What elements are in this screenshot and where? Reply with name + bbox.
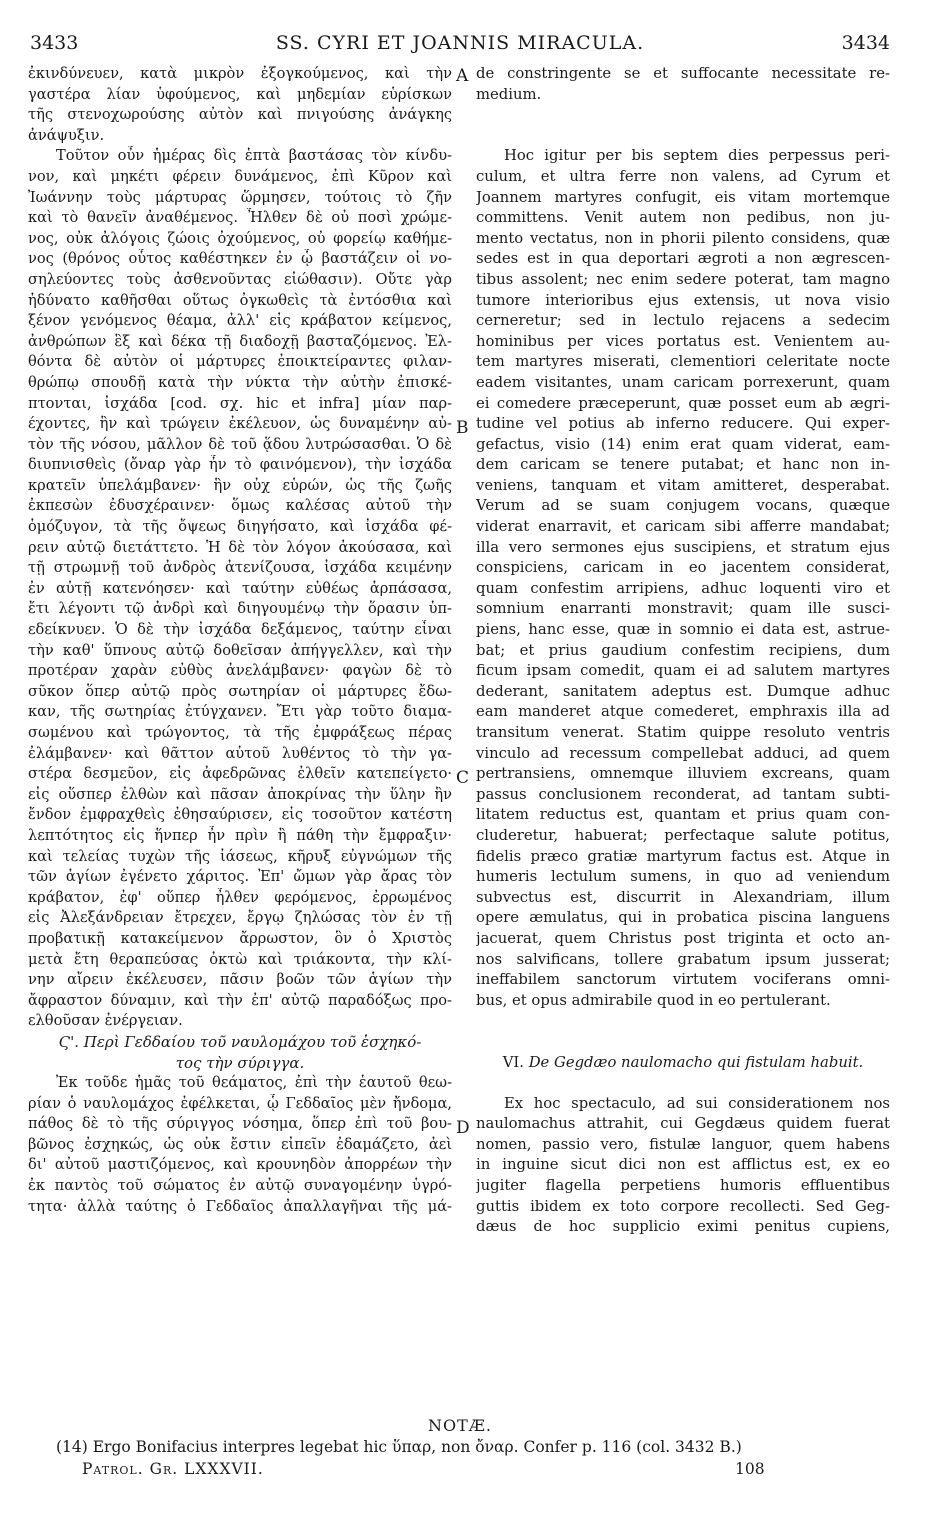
latin-text-line: piens, hanc esse, quæ in somnio ei data est, astrue- (476, 621, 890, 639)
latin-text-line: dem caricam se tenere putabat; et hanc non in- (476, 456, 890, 474)
latin-text-line: dederant, sanitatem adeptus est. Dumque adhuc (476, 682, 890, 700)
greek-text-line: Ἰωάννην τοὺς μάρτυρας ὥρμησεν, τούτοις τὸ ζῆν (28, 188, 452, 206)
greek-text-line: δι' αὐτοῦ μαστιζόμενος, καὶ κρουνηδὸν ἀπορρέων τὴν (28, 1156, 452, 1174)
latin-text-line: passus conclusionem reconderat, ad tantam subti- (476, 785, 890, 803)
margin-marker-a: A (456, 66, 469, 86)
notes-title: NOTÆ. (428, 1416, 492, 1435)
greek-text-line: τὸν τῆς νόσου, μᾶλλον δὲ τοῦ ᾅδου λυτρώσασθαι. Ὁ δὲ (28, 435, 452, 453)
greek-text-line: εἰς οὕσπερ ἐλθὼν καὶ πᾶσαν ἀποκρίνας τὴν ὕλην ἣν (28, 785, 452, 803)
latin-text-line: eadem visitantes, unam caricam porrexerunt, quam (476, 373, 890, 391)
greek-text-line: σῦκον ὅπερ αὐτῷ πρὸς σωτηρίαν οἱ μάρτυρες ἔδω- (28, 682, 452, 700)
latin-text-line: quam confestim arripiens, adhuc loquenti viro et (476, 579, 890, 597)
greek-text-line: νον, καὶ μηκέτι φέρειν δυνάμενος, ἐπὶ Κῦρον καὶ (28, 167, 452, 185)
page-header (30, 32, 890, 62)
greek-text-line: εἰς Ἀλεξάνδρειαν ἔτρεχεν, ἔργῳ ζηλώσας τὸν ἐν τῇ (28, 909, 452, 927)
footnotes (30, 1416, 890, 1482)
latin-text-line: medium. (476, 85, 542, 103)
latin-text-line: tumore interioribus ejus extensis, ut nova visio (476, 291, 890, 309)
spacer (476, 126, 890, 147)
latin-text-line: jacuerat, quem Christus post triginta et octo an- (476, 929, 890, 947)
latin-text-line: cerneretur; sed in lectulo rejacens a sedecim (476, 312, 890, 330)
greek-text-line: διυπνισθεὶς (ὄναρ γὰρ ἦν τὸ φαινόμενον), τὴν ἰσχάδα (28, 456, 452, 474)
greek-text-line: ἐκινδύνευεν, κατὰ μικρὸν ἐξογκούμενος, καὶ τὴν (28, 65, 452, 82)
greek-text-line: κράβατον, ἐφ' οὕπερ ἦλθεν φερόμενος, ἐρρωμένος (28, 888, 452, 906)
greek-text-line: ἐν αὐτῇ κατενόησεν· καὶ ταύτην εὐθέως ἁρπάσασα, (28, 579, 452, 597)
greek-text-line: ὁμόζυγον, τὰ τῆς ὄψεως διηγήσατο, καὶ ἰσχάδα φέ- (28, 518, 452, 536)
latin-text-line: tibus assolent; nec enim sedere poterat, tam magno (476, 270, 890, 288)
greek-text-line: ρειν αὐτῷ διετάττετο. Ἡ δὲ τὸν λόγον ἀκούσασα, καὶ (28, 538, 452, 556)
greek-text-line: θόντα δὲ αὐτὸν οἱ μάρτυρες ἐποικτείραντες φιλαν- (28, 353, 452, 371)
latin-column (476, 64, 890, 1238)
greek-text-line: νος (θρόνος οὗτος καθέστηκεν ἐν ᾧ βαστάζειν οἱ νο- (28, 250, 452, 268)
greek-text-line: μετὰ ἔτη θεραπεύσας ὀκτὼ καὶ τριάκοντα, τὴν κλί- (28, 950, 452, 968)
latin-text-line: bus, et opus admirabile quod in eo pertulerant. (476, 991, 831, 1009)
greek-text-line: Τοῦτον οὖν ἡμέρας δὶς ἑπτὰ βαστάσας τὸν κίνδυ- (56, 147, 452, 165)
greek-text-line: λεπτότητος εἰς ἥνπερ ἦν πρὶν ἢ πάθη τὴν ἔμφραξιν· (28, 826, 452, 844)
latin-text-line: hominibus per vices portatus est. Venientem au- (476, 332, 890, 350)
latin-text-line: illa vero sermones ejus suscipiens, et stratum ejus (476, 538, 890, 556)
margin-marker-c: C (456, 768, 470, 788)
latin-text-line: de constringente se et suffocante necessitate re- (476, 65, 890, 82)
greek-text-line: καὶ τὸ θανεῖν ἀναθέμενος. Ἦλθεν δὲ οὐ ποσὶ χρώμε- (28, 209, 452, 227)
latin-text-line: tudine vel potius ab inferno reducere. Qui exper- (476, 415, 890, 433)
latin-text-line: tem martyres miserati, clementiori celeritate nocte (476, 353, 890, 371)
greek-text-line: καὶ τελείας τυχὼν τῆς ἰάσεως, κῆρυξ εὐγνώμων τῆς (28, 847, 452, 865)
greek-text-line: πάθος δὲ τὸ τῆς σύριγγος νόσημα, ὅπερ ἐπὶ τοῦ βου- (28, 1115, 452, 1133)
greek-text-line: θρώπῳ σπουδῇ κατὰ τὴν νύκτα τὴν αὐτὴν ἐπισκέ- (28, 373, 452, 391)
greek-text-line: ἀνάψυξιν. (28, 126, 105, 144)
greek-text-line: τῇ στρωμνῇ τοῦ ἀνδρὸς ἀτενίζουσα, ἰσχάδα κειμένην (28, 559, 452, 577)
greek-text-line: εδείκνυεν. Ὁ δὲ τὴν ἰσχάδα δεξάμενος, ταύτην εἶναι (28, 621, 452, 639)
greek-text-line: ἠδύνατο καθῆσθαι οὕτως ὀγκωθεὶς τὰ ἐντόσθια καὶ (28, 291, 452, 309)
latin-text-line: ineffabilem sanctorum virtutem vociferans omni- (476, 971, 890, 989)
latin-text-line: subvectus est, discurrit in Alexandriam, illum (476, 888, 890, 906)
latin-text-line: nos salvificans, tollere grabatum ipsum jusserat; (476, 950, 890, 968)
footnote-14: (14) Ergo Bonifacius interpres legebat hic ὕπαρ, non ὄναρ. Confer p. 116 (col. 3432 B.) (56, 1438, 742, 1456)
greek-text-line: προβατικῇ κατακείμενον ἄρρωστον, ὃν ὁ Χριστὸς (28, 929, 452, 947)
greek-section-heading: τος τὴν σύριγγα. (175, 1053, 305, 1072)
greek-text-line: ἔνδον ἐμφραχθεὶς ἐθησαύρισεν, εἰς τοσοῦτον κατέστη (28, 806, 452, 824)
latin-text-line: eam manderet atque comederet, emphraxis illa ad (476, 703, 890, 721)
latin-text-line: in inguine sicut dici non est afflictus est, ex eo (476, 1156, 890, 1174)
greek-text-line: τῆς στενοχωρούσης αὐτὸν καὶ πνιγούσης ἀνάγκης (28, 106, 452, 124)
latin-text-line: viderat enarravit, et caricam sibi afferre mandabat; (476, 518, 890, 536)
latin-text-line: gefactus, visio (14) enim erat quam viderat, eam- (476, 435, 890, 453)
greek-text-line: ἐκ παντὸς τοῦ σώματος ἐν αὐτῷ συναγομένην ὑγρό- (28, 1177, 452, 1195)
greek-text-line: ρίαν ὁ ναυλομάχος ἐφέλκεται, ᾧ Γεδδαῖος μὲν ἤνδομα, (28, 1094, 452, 1112)
latin-text-line: bat; et prius gaudium confestim recipiens, dum (476, 641, 890, 659)
spacer (476, 1011, 890, 1032)
page-footer (30, 1460, 890, 1482)
latin-text-line: naulomachus attrahit, cui Gegdæus quidem fuerat (476, 1115, 890, 1133)
spacer (476, 1032, 890, 1053)
latin-text-line: vinculo ad recessum compellebat adduci, ad quem (476, 744, 890, 762)
greek-section-heading: Ϛ'. Περὶ Γεδδαίου τοῦ ναυλομάχου τοῦ ἐσχηκό- (58, 1032, 422, 1051)
greek-text-line: ἀνθρώπων ἓξ καὶ δέκα τῇ διαδοχῇ βασταζόμενος. Ἐλ- (28, 332, 452, 350)
latin-text-line: Ex hoc spectaculo, ad sui considerationem nos (504, 1094, 890, 1112)
latin-heading-number: VI. (502, 1053, 524, 1071)
spacer (476, 105, 890, 126)
latin-heading-title: De Gegdæo naulomacho qui fistulam habuit. (528, 1053, 864, 1071)
greek-text-line: κρατεῖν ὑπελάμβανεν· ἣν οὐχ εὑρών, ὡς τῆς ζωῆς (28, 476, 452, 494)
latin-text-line: fidelis præco gratiæ martyrum factus est. Atque in (476, 847, 890, 865)
latin-text-line: Hoc igitur per bis septem dies perpessus peri- (504, 147, 890, 165)
greek-text-line: ελθοῦσαν ἐνέργειαν. (28, 1012, 183, 1030)
latin-text-line: somnium enarranti monstravit; quam ille susci- (476, 600, 890, 618)
greek-text-line: γαστέρα λίαν ὑφούμενος, καὶ μηδεμίαν εὑρίσκων (28, 85, 452, 103)
greek-text-line: καν, τῆς σωτηρίας ἐτύγχανεν. Ἔτι γὰρ τοῦτο διαμα- (28, 703, 452, 721)
latin-text-line: veniens, tanquam et vitam amitteret, desperabat. (476, 476, 890, 494)
latin-text-line: ficum ipsam comedit, quam ei ad salutem martyres (476, 662, 890, 680)
latin-text-line: sedes est in qua deportari ægroti a non ægrescen- (476, 250, 890, 268)
latin-text-line: dæus de hoc supplicio eximi penitus cupiens, (476, 1218, 890, 1236)
greek-text-line: στέρα δεσμεῦον, εἰς ἀφεδρῶνας ἐλθεῖν κατεπείγετο· (28, 765, 452, 783)
greek-text-line: ἄφραστον δύναμιν, καὶ τὴν ἐπ' αὐτῷ παραδόξως προ- (28, 991, 452, 1009)
margin-marker-d: D (456, 1118, 470, 1138)
greek-text-line: ἔτι λέγοντι τῷ ἀνδρὶ καὶ διηγουμένῳ τὴν ὅρασιν ὑπ- (28, 600, 452, 618)
latin-text-line: jugiter flagella perpetiens humoris effluentibus (476, 1177, 890, 1195)
latin-text-line: nomen, passio vero, fistulæ languor, quem habens (476, 1135, 890, 1153)
greek-text-line: πτονται, ἰσχάδα [cod. σχ. hic et infra] μίαν παρ- (28, 394, 452, 412)
latin-text-line: Joannem martyres confugit, eis vitam mortemque (476, 188, 890, 206)
running-title: SS. CYRI ET JOANNIS MIRACULA. (275, 32, 645, 54)
greek-text-line: ἐλάμβανεν· καὶ θᾶττον αὐτοῦ λυθέντος τὸ τὴν γα- (28, 744, 452, 762)
margin-marker-b: B (456, 418, 469, 438)
left-column-number: 3433 (30, 32, 79, 54)
greek-text-line: νος, οὐκ ἀλόγοις ζώοις ὀχούμενος, οὐ φορείῳ καθήμε- (28, 229, 452, 247)
latin-text-line: guttis ibidem ex toto corpore recollecti. Sed Geg- (476, 1197, 890, 1215)
latin-text-line: mento vectatus, non in phorii pilento considens, quæ (476, 229, 890, 247)
latin-text-line: ei comedere præceperunt, quæ posset eum ab ægri- (476, 394, 890, 412)
greek-text-line: ἐκπεσὼν ἐδυσχέραινεν· ὅμως καλέσας αὐτοῦ τὴν (28, 497, 452, 515)
latin-text-line: litatem reductus est, quantam et prius quam con- (476, 806, 890, 824)
greek-text-line: Ἐκ τοῦδε ἡμᾶς τοῦ θεάματος, ἐπὶ τὴν ἑαυτοῦ θεω- (56, 1074, 452, 1092)
latin-text-line: transitum venerat. Statim quippe resoluto ventris (476, 724, 890, 741)
spacer (476, 1073, 890, 1094)
latin-section-heading (476, 1053, 890, 1074)
latin-text-line: committens. Venit autem non pedibus, non ju- (476, 209, 890, 227)
greek-text-line: έχοντες, ἣν καὶ τρώγειν ἐκέλευον, ὡς δυναμένην αὐ- (28, 415, 452, 433)
latin-text-line: conspiciens, caricam in eo jacentem considerat, (476, 559, 890, 577)
greek-text-line: ξένον γενόμενος θέαμα, ἀλλ' εἰς κράβατον κείμενος, (28, 312, 452, 330)
greek-text-line: βῶνος ἐσχηκώς, ὡς οὐκ ἔστιν εἰπεῖν ἐδαμάζετο, ἀεὶ (28, 1135, 452, 1153)
page-number: 108 (735, 1460, 765, 1478)
greek-text-line: σηλεύοντες τοὺς ἀσθενοῦντας εἰώθασιν). Οὔτε γὰρ (28, 270, 452, 288)
latin-text-line: cluderetur, habuerat; perfectaque salute potitus, (476, 826, 890, 844)
greek-text-line: τὴν καθ' ὕπνους αὐτῷ δοθεῖσαν ἀπήγγελλεν, καὶ τὴν (28, 641, 452, 659)
greek-text-line: σωμένου καὶ τρώγοντος, τὰ τῆς ἐμφράξεως πέρας (28, 724, 452, 741)
greek-text-line: νην αἴρειν ἐκέλευσεν, πᾶσιν βοῶν τῶν ἁγίων τὴν (28, 971, 452, 989)
latin-text-line: Verum ad se suam conjugem vocans, quæque (476, 497, 890, 515)
patrologia-volume: Patrol. Gr. LXXXVII. (82, 1460, 264, 1478)
latin-text-line: humeris lectulum sumens, in quo ad veniendum (476, 868, 890, 886)
greek-text-line: προτέραν χαρὰν εὐθὺς ἀνελάμβανεν· φαγὼν δὲ τὸ (28, 662, 452, 680)
latin-text-line: pertransiens, omnemque illuviem excreans, quam (476, 765, 890, 783)
right-column-number: 3434 (841, 32, 890, 54)
greek-text-line: τητα· ἀλλὰ ταύτης ὁ Γεδδαῖος ἀπαλλαγῆναι τῆς μά- (28, 1197, 452, 1215)
latin-text-line: opere æmulatus, qui in probatica piscina languens (476, 909, 890, 927)
greek-text-line: τῶν ἁγίων ἐγένετο χάριτος. Ἐπ' ὤμων γὰρ ἄρας τὸν (28, 868, 452, 886)
latin-text-line: culum, et ultra ferre non valens, ad Cyrum et (476, 167, 890, 185)
greek-column (28, 64, 452, 1217)
